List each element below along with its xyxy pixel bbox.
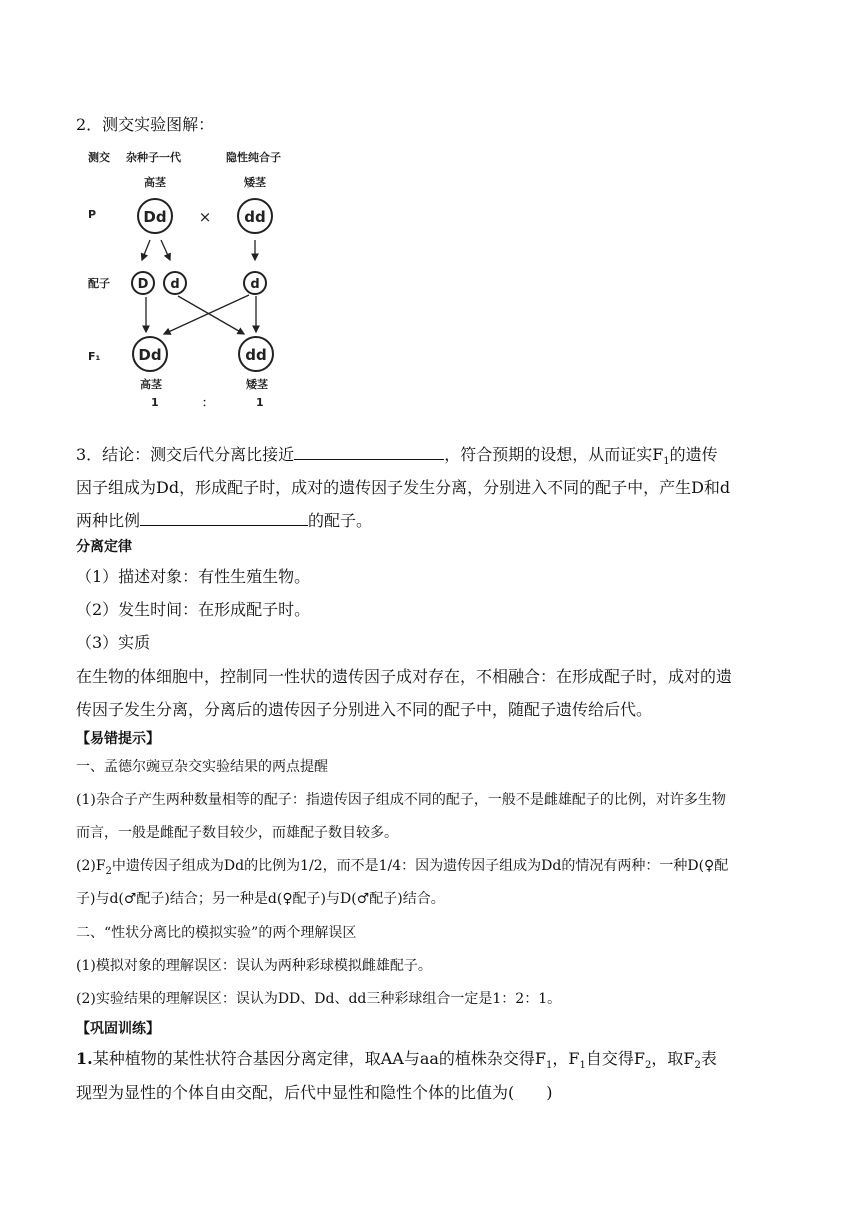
gamete-d2: d: [250, 277, 260, 292]
tips-title: 【易错提示】: [76, 731, 160, 747]
cross-sign: ×: [198, 208, 212, 226]
law-title: 分离定律: [76, 539, 132, 555]
question-1-line-1: 1.某种植物的某性状符合基因分离定律，取AA与aa的植株杂交得$F_1$，$F_1$自交得$F_2$，取$F_2$表: [76, 1049, 717, 1072]
law-point-1: （1）描述对象：有性生殖生物。: [76, 567, 311, 586]
practice-title: 【巩固训练】: [76, 1021, 160, 1037]
law-point-2: （2）发生时间：在形成配子时。: [76, 600, 311, 619]
fill-blank-ratio: [294, 445, 444, 460]
section2-heading: 2．测交实验图解：: [76, 115, 215, 134]
row-label-f1: F₁: [88, 350, 101, 363]
conclusion-line-3: 两种比例 的配子。: [76, 511, 373, 530]
tip-1-line-2: 而言，一般是雌配子数目较少，而雄配子数目较多。: [76, 825, 398, 841]
tip-2-line-2: 子)与d(♂配子)结合；另一种是d(♀配子)与D(♂配子)结合。: [76, 891, 445, 907]
tip-1-line-1: (1)杂合子产生两种数量相等的配子：指遗传因子组成不同的配子，一般不是雌雄配子的比例，对许多生物: [76, 792, 726, 808]
f1-right-genotype: dd: [245, 346, 267, 364]
p-dwarf-label: 矮茎: [244, 176, 266, 189]
law-body-2: 传因子发生分离，分离后的遗传因子分别进入不同的配子中，随配子遗传给后代。: [76, 700, 653, 719]
col-label-hybrid: 杂种子一代: [126, 151, 181, 164]
tip-2-line-1: $(2)F_2$中遗传因子组成为Dd的比例为1/2，而不是1/4：因为遗传因子组成为Dd的情况有两种：一种D(♀配: [76, 858, 729, 877]
row-label-p: P: [88, 208, 97, 221]
col-label-recessive: 隐性纯合子: [226, 151, 281, 164]
arrow-d2-cross: [164, 295, 249, 334]
f1-tall-label: 高茎: [140, 378, 162, 391]
ratio-colon: ：: [202, 396, 213, 409]
tip-3: (1)模拟对象的理解误区：误认为两种彩球模拟雌雄配子。: [76, 958, 432, 974]
law-point-3: （3）实质: [76, 633, 151, 652]
conclusion-line-1: 3．结论：测交后代分离比接近 ，符合预期的设想，从而证实$F_1$的遗传: [76, 445, 718, 468]
p-tall-label: 高茎: [144, 176, 166, 189]
row-label-testcross: 测交: [88, 151, 110, 164]
p-left-genotype: Dd: [143, 208, 167, 226]
testcross-diagram: [84, 144, 304, 414]
gamete-d1: d: [170, 277, 180, 292]
ratio-left: 1: [151, 396, 159, 409]
gamete-D: D: [137, 277, 149, 292]
tip-4: (2)实验结果的理解误区：误认为DD、Dd、dd三种彩球组合一定是1：2：1。: [76, 991, 562, 1007]
tips-heading-1: 一、孟德尔豌豆杂交实验结果的两点提醒: [76, 759, 328, 775]
question-1-line-2: 现型为显性的个体自由交配，后代中显性和隐性个体的比值为( ): [76, 1083, 553, 1102]
question-number: 1.: [76, 1049, 93, 1068]
f1-left-genotype: Dd: [138, 346, 162, 364]
p-right-genotype: dd: [244, 208, 266, 226]
tips-heading-2: 二、“性状分离比的模拟实验”的两个理解误区: [76, 925, 357, 941]
conclusion-line-2: 因子组成为Dd，形成配子时，成对的遗传因子发生分离，分别进入不同的配子中，产生D和d: [76, 478, 731, 497]
f1-dwarf-label: 矮茎: [246, 378, 268, 391]
ratio-right: 1: [256, 396, 264, 409]
law-body-1: 在生物的体细胞中，控制同一性状的遗传因子成对存在，不相融合：在形成配子时，成对的遗: [76, 667, 733, 686]
row-label-gamete: 配子: [88, 277, 110, 290]
fill-blank-proportion: [140, 511, 308, 526]
arrow-left-1: [142, 240, 150, 260]
arrow-left-2: [161, 240, 170, 260]
